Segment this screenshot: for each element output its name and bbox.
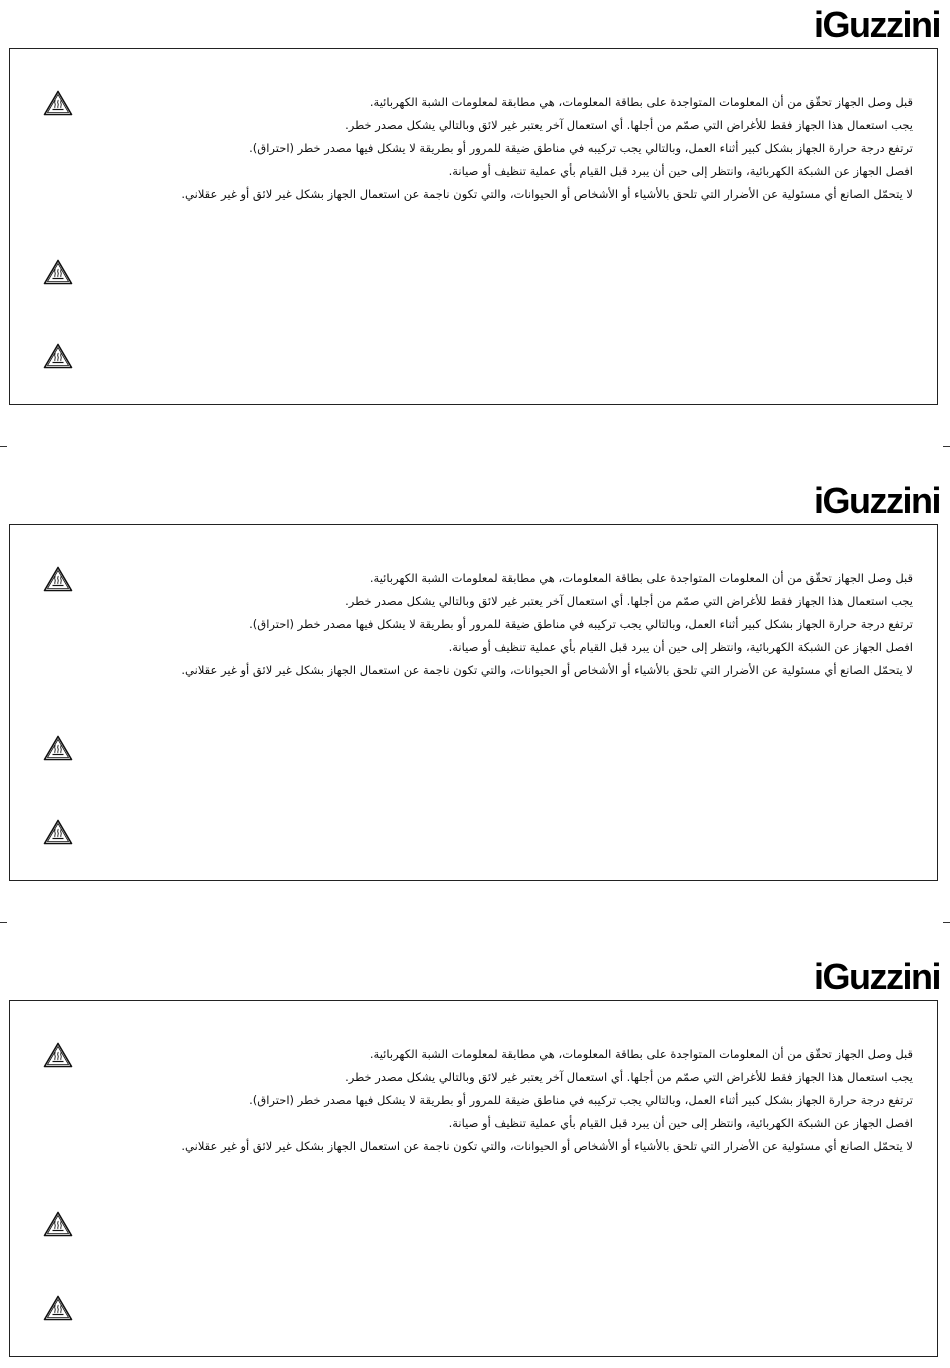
safety-line-4: افصل الجهاز عن الشبكة الكهربائية، وانتظر إلى حين أن يبرد قبل القيام بأي عملية تنظيف أو صيانة. <box>448 640 913 654</box>
warning-panel <box>9 48 938 405</box>
crop-mark-right <box>943 922 950 923</box>
safety-line-2: يجب استعمال هذا الجهاز فقط للأغراض التي صمّم من أجلها. أي استعمال آخر يعتبر غير لائق وبالتالي يشكل مصدر خطر. <box>345 594 913 608</box>
safety-line-3: ترتفع درجة حرارة الجهاز بشكل كبير أثناء العمل، وبالتالي يجب تركيبه في مناطق ضيقة للمرور أو بطريقة لا يشكل فيها مصدر خطر (احتراق). <box>249 617 913 631</box>
crop-mark-right <box>943 446 950 447</box>
safety-line-2: يجب استعمال هذا الجهاز فقط للأغراض التي صمّم من أجلها. أي استعمال آخر يعتبر غير لائق وبالتالي يشكل مصدر خطر. <box>345 1070 913 1084</box>
safety-line-4: افصل الجهاز عن الشبكة الكهربائية، وانتظر إلى حين أن يبرد قبل القيام بأي عملية تنظيف أو صيانة. <box>448 1116 913 1130</box>
hot-surface-icon <box>43 90 73 116</box>
instruction-section-3 <box>0 956 950 1360</box>
safety-line-4: افصل الجهاز عن الشبكة الكهربائية، وانتظر إلى حين أن يبرد قبل القيام بأي عملية تنظيف أو صيانة. <box>448 164 913 178</box>
brand-logo: iGuzzini <box>814 4 940 45</box>
safety-line-1: قبل وصل الجهاز تحقّق من أن المعلومات المتواجدة على بطاقة المعلومات، هي مطابقة لمعلومات الشبة الكهربائية. <box>369 95 913 109</box>
safety-text <box>38 567 913 682</box>
hot-surface-icon <box>43 735 73 761</box>
crop-mark-left <box>0 446 7 447</box>
brand-logo: iGuzzini <box>814 956 940 997</box>
warning-panel <box>9 1000 938 1357</box>
hot-surface-icon <box>43 259 73 285</box>
safety-line-1: قبل وصل الجهاز تحقّق من أن المعلومات المتواجدة على بطاقة المعلومات، هي مطابقة لمعلومات الشبة الكهربائية. <box>369 1047 913 1061</box>
hot-surface-icon <box>43 566 73 592</box>
instruction-section-2 <box>0 480 950 884</box>
safety-line-1: قبل وصل الجهاز تحقّق من أن المعلومات المتواجدة على بطاقة المعلومات، هي مطابقة لمعلومات الشبة الكهربائية. <box>369 571 913 585</box>
safety-line-5: لا يتحمّل الصانع أي مسئولية عن الأضرار التي تلحق بالأشياء أو الأشخاص أو الحيوانات، والتي تكون ناجمة عن استعمال الجهاز بشكل غير لائق أو غير عقلاني. <box>181 663 913 677</box>
safety-line-2: يجب استعمال هذا الجهاز فقط للأغراض التي صمّم من أجلها. أي استعمال آخر يعتبر غير لائق وبالتالي يشكل مصدر خطر. <box>345 118 913 132</box>
hot-surface-icon <box>43 1211 73 1237</box>
safety-line-5: لا يتحمّل الصانع أي مسئولية عن الأضرار التي تلحق بالأشياء أو الأشخاص أو الحيوانات، والتي تكون ناجمة عن استعمال الجهاز بشكل غير لائق أو غير عقلاني. <box>181 187 913 201</box>
instruction-section-1 <box>0 4 950 408</box>
crop-mark-left <box>0 922 7 923</box>
hot-surface-icon <box>43 343 73 369</box>
safety-line-3: ترتفع درجة حرارة الجهاز بشكل كبير أثناء العمل، وبالتالي يجب تركيبه في مناطق ضيقة للمرور أو بطريقة لا يشكل فيها مصدر خطر (احتراق). <box>249 141 913 155</box>
hot-surface-icon <box>43 819 73 845</box>
hot-surface-icon <box>43 1042 73 1068</box>
warning-panel <box>9 524 938 881</box>
safety-text <box>38 91 913 206</box>
safety-text <box>38 1043 913 1158</box>
safety-line-3: ترتفع درجة حرارة الجهاز بشكل كبير أثناء العمل، وبالتالي يجب تركيبه في مناطق ضيقة للمرور أو بطريقة لا يشكل فيها مصدر خطر (احتراق). <box>249 1093 913 1107</box>
hot-surface-icon <box>43 1295 73 1321</box>
safety-line-5: لا يتحمّل الصانع أي مسئولية عن الأضرار التي تلحق بالأشياء أو الأشخاص أو الحيوانات، والتي تكون ناجمة عن استعمال الجهاز بشكل غير لائق أو غير عقلاني. <box>181 1139 913 1153</box>
brand-logo: iGuzzini <box>814 480 940 521</box>
